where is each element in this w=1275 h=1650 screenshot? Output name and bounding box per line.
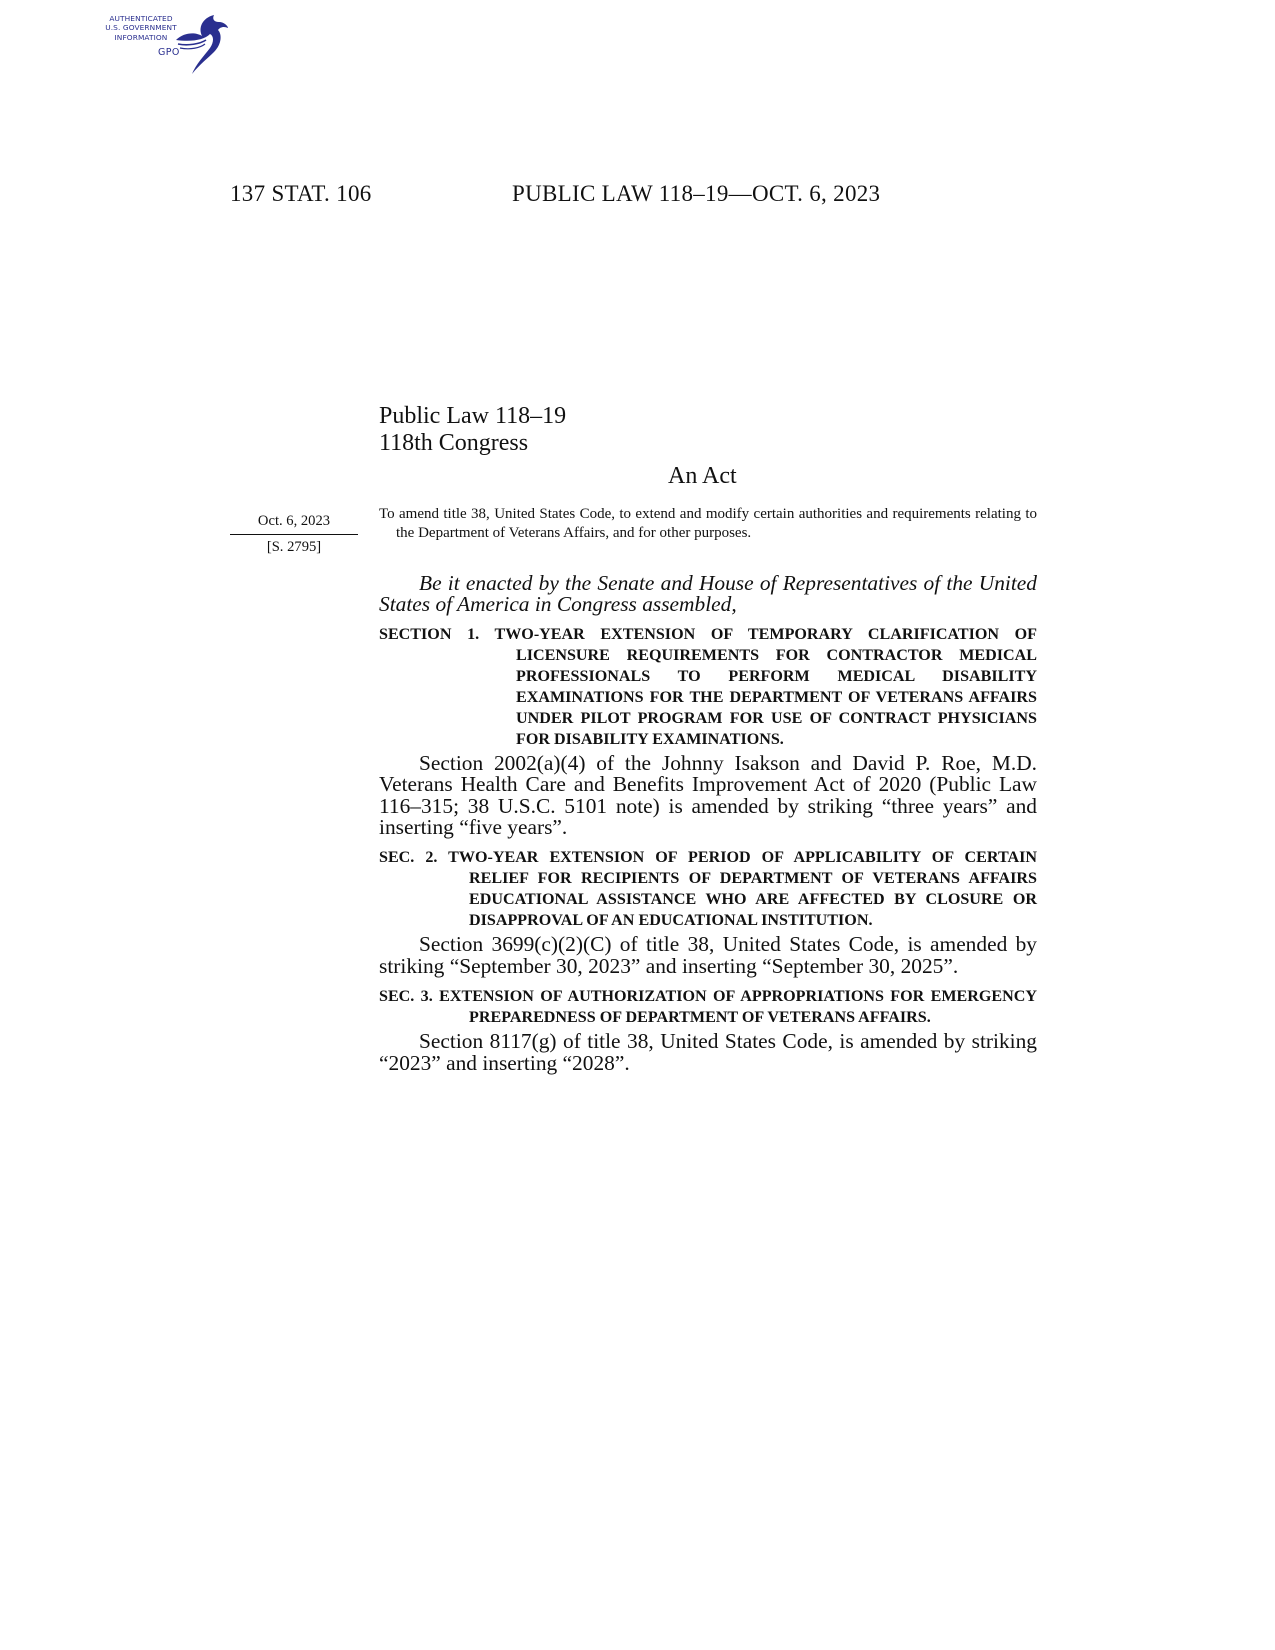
section-2-body: Section 3699(c)(2)(C) of title 38, United States Code, is amended by striking “September 30, 2023” and inserting “September 30, 2025”. bbox=[379, 932, 1037, 978]
section-1-body: Section 2002(a)(4) of the Johnny Isakson and David P. Roe, M.D. Veterans Health Care and Benefits Improvement Act of 2020 (Public Law 116–315; 38 U.S.C. 5101 note) is amended by striking “three years” and inserting “five years”. bbox=[379, 750, 1037, 840]
running-head-title: PUBLIC LAW 118–19—OCT. 6, 2023 bbox=[512, 181, 881, 206]
act-heading: An Act bbox=[668, 463, 737, 489]
public-law-number: Public Law 118–19 bbox=[379, 403, 567, 429]
section-3-heading: SEC. 3. EXTENSION OF AUTHORIZATION OF APPROPRIATIONS FOR EMERGENCY PREPAREDNESS OF DEPARTMENT OF VETERANS AFFAIRS. bbox=[379, 988, 1037, 1027]
seal-line-information: INFORMATION bbox=[114, 32, 168, 42]
congress-number: 118th Congress bbox=[379, 430, 529, 456]
eagle-icon bbox=[172, 10, 232, 78]
statute-page-reference: 137 STAT. 106 bbox=[230, 181, 372, 206]
section-2-heading: SEC. 2. TWO-YEAR EXTENSION OF PERIOD OF APPLICABILITY OF CERTAIN RELIEF FOR RECIPIENTS OF DEPARTMENT OF VETERANS AFFAIRS EDUCATIONAL ASSISTANCE WHO ARE AFFECTED BY CLOSURE OR DISAPPROVAL OF AN EDUCATIONAL INSTITUTION. bbox=[379, 849, 1037, 930]
enacting-clause: Be it enacted by the Senate and House of Representatives of the United States of America in Congress assembled, bbox=[379, 571, 1037, 617]
purpose-paragraph: To amend title 38, United States Code, to extend and modify certain authorities and requirements relating to the Department of Veterans Affairs, and for other purposes. bbox=[379, 506, 1037, 541]
public-law-title-block bbox=[379, 403, 566, 457]
enactment-date: Oct. 6, 2023 bbox=[230, 512, 358, 535]
section-1-heading: SECTION 1. TWO-YEAR EXTENSION OF TEMPORARY CLARIFICATION OF LICENSURE REQUIREMENTS FOR CONTRACTOR MEDICAL PROFESSIONALS TO PERFORM MEDICAL DISABILITY EXAMINATIONS FOR THE DEPARTMENT OF VETERANS AFFAIRS UNDER PILOT PROGRAM FOR USE OF CONTRACT PHYSICIANS FOR DISABILITY EXAMINATIONS. bbox=[379, 625, 1037, 748]
gpo-authentication-seal bbox=[92, 10, 232, 78]
act-body bbox=[379, 573, 1037, 1083]
seal-gpo-mark: GPO bbox=[158, 47, 180, 58]
seal-line-government: U.S. GOVERNMENT bbox=[105, 23, 177, 33]
margin-note bbox=[230, 512, 358, 557]
seal-line-authenticated: AUTHENTICATED bbox=[109, 14, 173, 23]
bill-number: [S. 2795] bbox=[266, 539, 322, 555]
section-3-body: Section 8117(g) of title 38, United States Code, is amended by striking “2023” and inserting “2028”. bbox=[379, 1029, 1037, 1075]
